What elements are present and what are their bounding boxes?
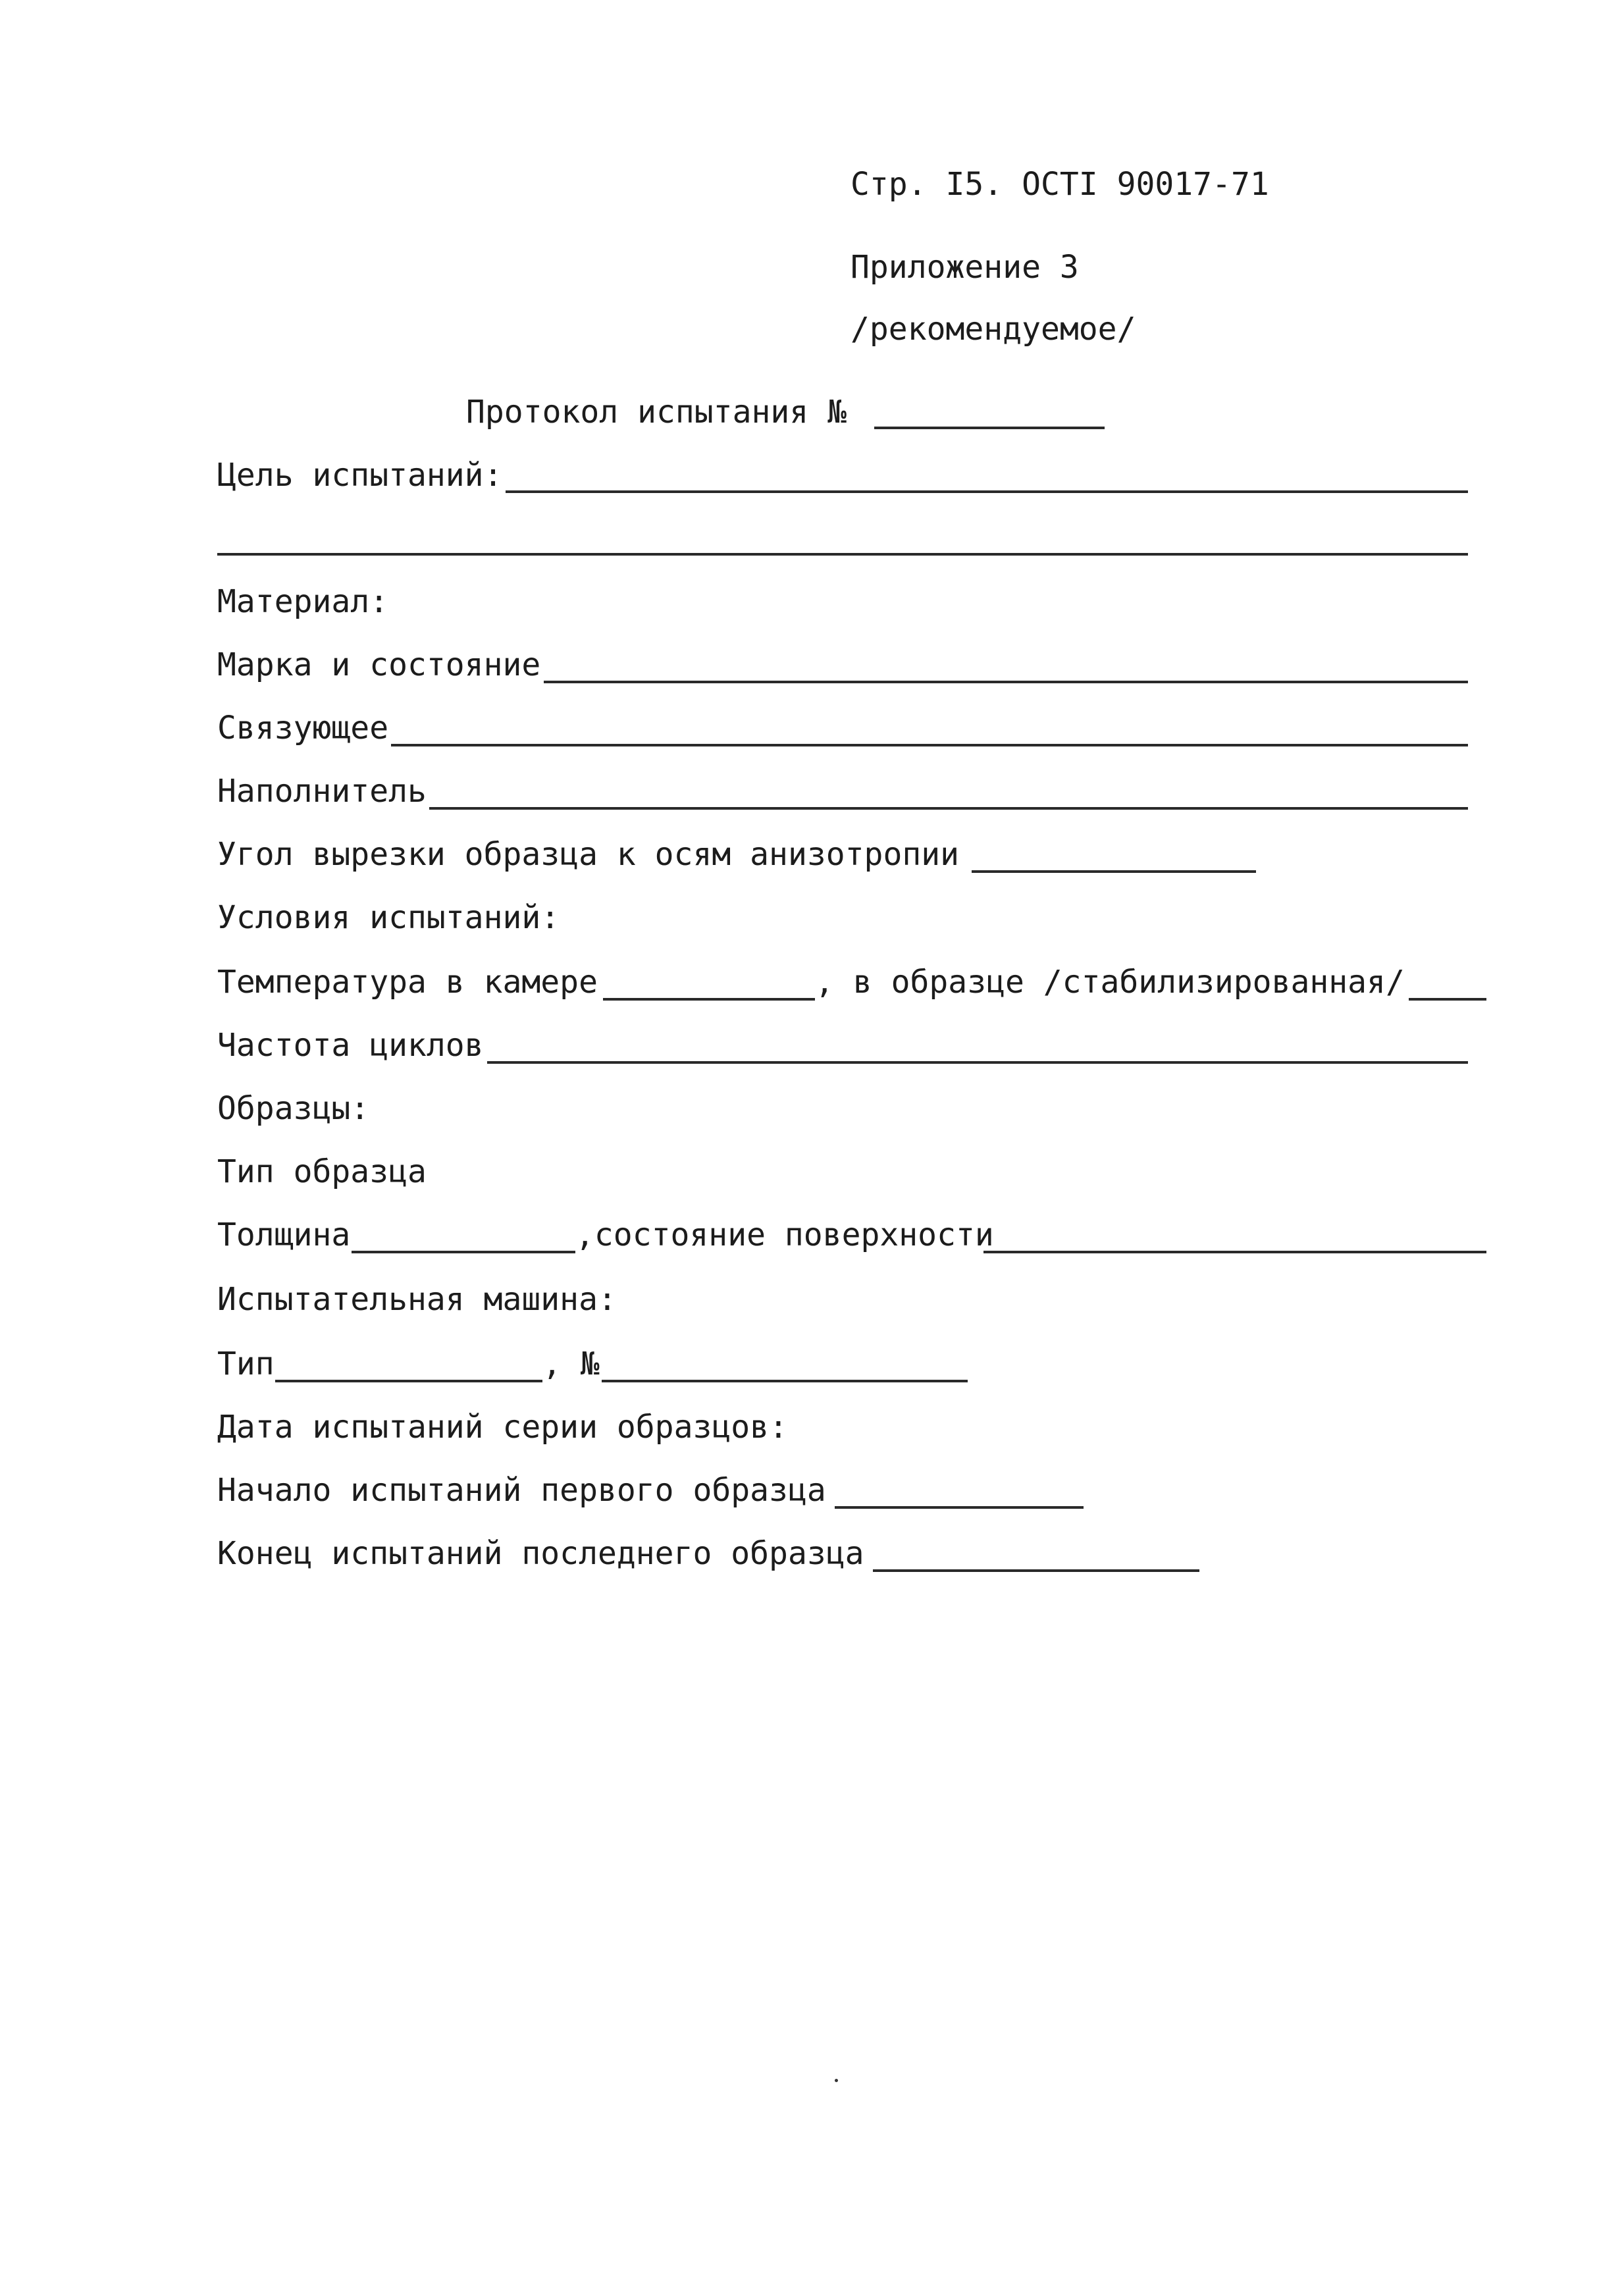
grade-condition-label: Марка и состояние <box>217 646 541 683</box>
cut-angle-label: Угол вырезки образца к осям анизотропии <box>217 836 960 873</box>
conditions-heading: Условия испытаний: <box>217 899 560 936</box>
purpose-blank-2[interactable] <box>217 553 1468 556</box>
cycle-freq-blank[interactable] <box>487 1061 1468 1064</box>
protocol-number-blank[interactable] <box>874 427 1105 429</box>
machine-heading: Испытательная машина: <box>217 1281 617 1318</box>
grade-condition-blank[interactable] <box>544 681 1468 683</box>
binder-blank[interactable] <box>391 744 1468 746</box>
surface-state-blank[interactable] <box>983 1251 1486 1253</box>
page-reference: Стр. I5. ОСТI 90017-71 <box>851 166 1269 203</box>
machine-type-blank[interactable] <box>275 1380 542 1382</box>
protocol-title: Протокол испытания № <box>466 394 847 431</box>
cycle-freq-label: Частота циклов <box>217 1027 484 1064</box>
sample-type-label: Тип образца <box>217 1153 427 1190</box>
dates-heading: Дата испытаний серии образцов: <box>217 1409 788 1446</box>
end-last-label: Конец испытаний последнего образца <box>217 1535 864 1572</box>
binder-label: Связующее <box>217 710 389 746</box>
appendix-number: Приложение 3 <box>851 249 1079 286</box>
end-last-blank[interactable] <box>873 1569 1199 1572</box>
sample-temp-label: , в образце /стабилизированная/ <box>815 964 1405 1001</box>
purpose-label: Цель испытаний: <box>217 457 503 494</box>
start-first-label: Начало испытаний первого образца <box>217 1472 826 1509</box>
samples-heading: Образцы: <box>217 1090 370 1127</box>
purpose-blank[interactable] <box>506 490 1468 493</box>
chamber-temp-label: Температура в камере <box>217 964 598 1001</box>
material-heading: Материал: <box>217 583 389 620</box>
machine-type-label: Тип <box>217 1346 275 1382</box>
thickness-blank[interactable] <box>352 1251 575 1253</box>
filler-label: Наполнитель <box>217 773 427 810</box>
thickness-label: Толщина <box>217 1216 351 1253</box>
chamber-temp-blank[interactable] <box>603 998 815 1001</box>
cut-angle-blank[interactable] <box>972 870 1256 873</box>
appendix-status: /рекомендуемое/ <box>851 311 1136 348</box>
sample-temp-blank[interactable] <box>1409 998 1486 1001</box>
start-first-blank[interactable] <box>835 1506 1084 1509</box>
scan-speck <box>835 2079 838 2082</box>
machine-number-blank[interactable] <box>602 1380 968 1382</box>
machine-number-label: , № <box>542 1346 600 1382</box>
filler-blank[interactable] <box>429 807 1468 810</box>
surface-state-label: ,состояние поверхности <box>575 1216 994 1253</box>
